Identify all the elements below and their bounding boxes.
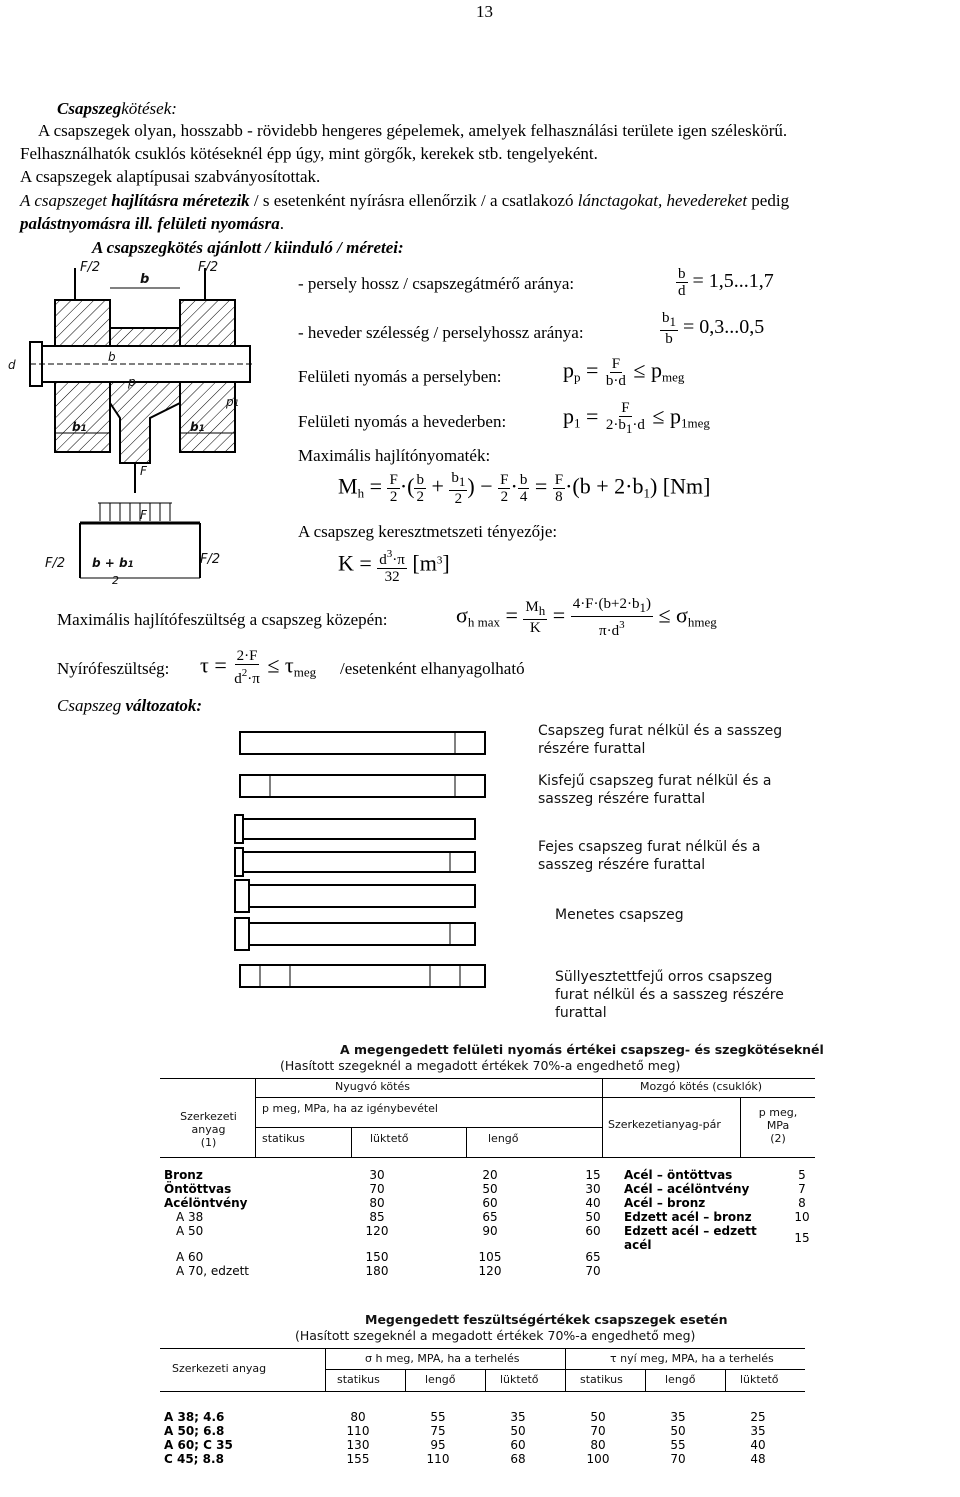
t2-cell: 35 <box>670 1410 686 1424</box>
lbl-b1-left: b1 <box>72 420 87 434</box>
t2-statikus-1: statikus <box>337 1373 380 1386</box>
table2-rows <box>160 1410 798 1466</box>
t1-cell: 85 <box>369 1210 385 1224</box>
t2-sigma-hdr: σ h meg, MPA, ha a terhelés <box>365 1352 520 1365</box>
variant-3b-pin <box>249 923 475 945</box>
t2-cell: C 45; 8.8 <box>164 1452 224 1466</box>
t1-cell: 120 <box>365 1224 389 1238</box>
vh-b: változatok: <box>125 696 202 715</box>
t2-cell: 100 <box>586 1452 610 1466</box>
t1-cell: 60 <box>585 1224 601 1238</box>
t1-pair-cell: Acél – bronz <box>624 1196 706 1210</box>
variant-caption-4: Menetes csapszeg <box>555 907 684 923</box>
heveder-label: - heveder szélesség / perselyhossz aránya: <box>298 323 584 342</box>
variant-caption-3: Fejes csapszeg furat nélkül és a sasszeg részére furattal <box>538 839 761 873</box>
tau-formula: τ = $\frac{2\cdot F}{d^2\cdot\pi}$ ≤ $\tau_{meg}$ <box>200 648 317 687</box>
sigma-label: Maximális hajlítófeszültség a csapszeg közepén: <box>57 610 388 629</box>
t1-cell: 70 <box>369 1182 385 1196</box>
mh-formula: $M_h$ = $\frac{F}{2}$ ·( $\frac{b}{2}$ + $\frac{b1}{2}$ ) − $\frac{F}{2}$ · $\frac{b}{4}$ = $\frac{F}{8}$ $\cdot(b + 2\cdot b_1)$ [Nm] <box>338 470 711 507</box>
table-row <box>160 1264 642 1278</box>
t1-cell: Bronz <box>164 1168 203 1182</box>
intro-line-5 <box>20 213 284 234</box>
t1-pair-cell: Acél – öntöttvas <box>624 1168 733 1182</box>
tau-note: /esetenként elhanyagolható <box>340 659 525 678</box>
b-over-d: $\frac{b}{d}$ <box>678 266 686 299</box>
t2-cell: 50 <box>590 1410 606 1424</box>
section-heading <box>57 98 177 119</box>
t1-pair-cell: Edzett acél – bronz <box>624 1210 752 1224</box>
t1-material-label: Szerkezeti anyag <box>180 1110 237 1136</box>
l5b: . <box>279 214 284 233</box>
t1-cell: 65 <box>482 1210 498 1224</box>
heading-italic: kötések: <box>121 99 177 118</box>
intro-line-6: A csapszegkötés ajánlott / kiinduló / méretei: <box>92 238 404 257</box>
t2-cell: 50 <box>670 1424 686 1438</box>
table-row <box>160 1196 642 1210</box>
t1-luktet: lüktető <box>370 1132 409 1145</box>
t2-cell: 68 <box>510 1452 526 1466</box>
t1-pair-cell: Acél – acélöntvény <box>624 1182 750 1196</box>
table2-title2: (Hasított szegeknél a megadott értékek 70%-a engedhető meg) <box>295 1328 696 1343</box>
table-row <box>160 1452 798 1466</box>
t2-cell: 25 <box>750 1410 766 1424</box>
t1-lengo: lengő <box>488 1132 519 1145</box>
t2-cell: 130 <box>346 1438 370 1452</box>
t2-cell: 75 <box>430 1424 446 1438</box>
page-number: 13 <box>476 2 493 21</box>
variant-1-pin <box>240 732 485 754</box>
t2-cell: 50 <box>510 1424 526 1438</box>
t1-cell: 105 <box>478 1250 502 1264</box>
t1-pmeg2-n: (2) <box>770 1132 786 1145</box>
table1-title2: (Hasított szegeknél a megadott értékek 70%-a engedhető meg) <box>280 1058 681 1073</box>
t1-cell: Acélöntvény <box>164 1196 248 1210</box>
table-row <box>620 1168 826 1182</box>
variant-1b-pin <box>240 775 485 797</box>
t1-cell: 40 <box>585 1196 601 1210</box>
t1-pair-cell: 5 <box>798 1168 806 1182</box>
f-over-2b1d: $\frac{F}{2\cdot b1\cdot d}$ <box>605 400 645 436</box>
t2-tau-hdr: τ nyí meg, MPA, ha a terhelés <box>610 1352 774 1365</box>
t1-pair-cell: Edzett acél – edzett acél <box>624 1224 757 1252</box>
t2-cell: 95 <box>430 1438 446 1452</box>
table-row <box>160 1224 642 1238</box>
table1-rows <box>160 1168 642 1278</box>
t1-pair: Szerkezetianyag-pár <box>608 1118 721 1131</box>
t1-material <box>166 1110 251 1149</box>
b1l-main: b <box>72 420 81 434</box>
t2-cell: A 38; 4.6 <box>164 1410 225 1424</box>
variant-3b-head <box>235 918 249 950</box>
lbl-b1-right: b1 <box>190 420 205 434</box>
t2-cell: 110 <box>426 1452 450 1466</box>
t2-material: Szerkezeti anyag <box>172 1362 267 1375</box>
vh-a: Csapszeg <box>57 696 126 715</box>
t1-cell: 50 <box>482 1182 498 1196</box>
l4a: A csapszeget <box>20 191 112 210</box>
table2-title1: Megengedett feszültségértékek csapszegek esetén <box>365 1312 728 1327</box>
lbl-f-mid: F <box>140 464 147 478</box>
l5a: palástnyomásra ill. felületi nyomásra <box>20 214 280 233</box>
t2-cell: A 60; C 35 <box>164 1438 233 1452</box>
t2-cell: 55 <box>670 1438 686 1452</box>
pp-label: Felületi nyomás a perselyben: <box>298 367 502 386</box>
t2-cell: 35 <box>750 1424 766 1438</box>
t1-pair-cell: 8 <box>798 1196 806 1210</box>
table-row <box>160 1168 642 1182</box>
table-row <box>160 1210 642 1224</box>
t2-cell: 35 <box>510 1410 526 1424</box>
table-row <box>160 1182 642 1196</box>
heveder-value: = 0,3...0,5 <box>683 316 765 339</box>
t1-material-n: (1) <box>200 1136 217 1149</box>
t1-cell: 30 <box>369 1168 385 1182</box>
t2-cell: 80 <box>590 1438 606 1452</box>
variant-3-pin <box>249 885 475 907</box>
lbl-f-low: F <box>140 508 147 522</box>
t1-cell: A 60 <box>176 1250 204 1264</box>
t2-cell: 70 <box>670 1452 686 1466</box>
pin-variants-drawing <box>230 720 520 1010</box>
t1-cell: 80 <box>369 1196 385 1210</box>
lbl-f2-right: F/2 <box>198 260 219 275</box>
t1-cell: 65 <box>585 1250 601 1264</box>
lbl-p1: p1 <box>226 395 240 409</box>
t1-cell: A 50 <box>176 1224 204 1238</box>
table-row <box>620 1224 826 1252</box>
lbl-b-plus-b1: b + b1 <box>92 556 134 570</box>
lbl-b-inner: b <box>108 350 116 364</box>
table-row <box>160 1410 798 1424</box>
pin-joint-figure <box>0 258 290 603</box>
t1-statikus: statikus <box>262 1132 305 1145</box>
t1-cell: 50 <box>585 1210 601 1224</box>
t1-cell: Öntöttvas <box>164 1182 232 1196</box>
pp-formula: $p_p$ = $\frac{F}{b\cdot d}$ ≤ $p_{meg}$ <box>563 356 685 389</box>
t2-cell: 110 <box>346 1424 370 1438</box>
sigma-formula: $\sigma_{h max}$ = $\frac{Mh}{K}$ = $\frac{4\cdot F\cdot(b+2\cdot b1)}{\pi\cdot d^3}$ ≤ $\sigma_{hmeg}$ <box>456 596 717 639</box>
t2-luktet-2: lüktető <box>740 1373 779 1386</box>
l4e: pedig <box>747 191 790 210</box>
t2-cell: 155 <box>346 1452 370 1466</box>
tau-label: Nyírófeszültség: <box>57 659 170 678</box>
t1-pair-cell: 7 <box>798 1182 806 1196</box>
persely-formula <box>676 266 774 299</box>
t2-lengo-1: lengő <box>425 1373 456 1386</box>
p1-formula: $p_1$ = $\frac{F}{2\cdot b1\cdot d}$ ≤ $p_{1meg}$ <box>563 400 710 436</box>
table1-pairs <box>620 1168 826 1252</box>
table1-title1: A megengedett felületi nyomás értékei csapszeg- és szegkötéseknél <box>340 1042 824 1057</box>
distributed-load <box>98 503 172 521</box>
intro-line-3: A csapszegek alaptípusai szabványosítottak. <box>20 167 321 186</box>
f-over-bd: $\frac{F}{b\cdot d}$ <box>605 356 626 389</box>
t1-pair-cell: 10 <box>794 1210 810 1224</box>
t2-cell: 70 <box>590 1424 606 1438</box>
variants-heading <box>57 695 202 716</box>
intro-line-1: A csapszegek olyan, hosszabb - rövidebb hengeres gépelemek, amelyek felhasználási területe igen széleskörű. <box>38 121 788 140</box>
variant-3-head <box>235 880 249 912</box>
b1r-main: b <box>190 420 199 434</box>
t2-cell: 40 <box>750 1438 766 1452</box>
p1-main: p <box>226 395 234 409</box>
t1-cell: 180 <box>365 1264 389 1278</box>
t2-statikus-2: statikus <box>580 1373 623 1386</box>
variant-4-pin <box>240 965 485 987</box>
variant-2b-pin <box>243 852 475 872</box>
variant-caption-5: Süllyesztettfejű orros csapszeg furat nélkül és a sasszeg részére furattal <box>555 969 784 1021</box>
k-formula: K = $\frac{d^3\cdot\pi}{32}$ $[m^3]$ <box>338 548 450 585</box>
persely-label: - persely hossz / csapszegátmérő aránya: <box>298 274 575 293</box>
t2-luktet-1: lüktető <box>500 1373 539 1386</box>
table-row <box>620 1196 826 1210</box>
l4b: hajlításra méretezik <box>111 191 250 210</box>
t2-cell: 48 <box>750 1452 766 1466</box>
variant-2-head <box>235 815 243 843</box>
variant-caption-2: Kisfejű csapszeg furat nélkül és a sasszeg részére furattal <box>538 773 772 807</box>
table-row <box>160 1438 798 1452</box>
t2-cell: 60 <box>510 1438 526 1452</box>
mh-label: Maximális hajlítónyomaték: <box>298 446 491 465</box>
persely-value: = 1,5...1,7 <box>692 270 774 293</box>
t1-cell: 70 <box>585 1264 601 1278</box>
t1-cell: 90 <box>482 1224 498 1238</box>
t1-cell: 15 <box>585 1168 601 1182</box>
t1-pmeg2 <box>748 1106 808 1145</box>
t1-pmeg2-label: p meg, MPa <box>758 1106 798 1132</box>
t1-pmeg: p meg, MPa, ha az igénybevétel <box>262 1102 438 1115</box>
intro-line-4 <box>20 190 789 211</box>
t1-cell: A 38 <box>176 1210 204 1224</box>
t1-cell: 20 <box>482 1168 498 1182</box>
lbl-f2-bottom-right: F/2 <box>200 552 221 567</box>
t2-cell: 80 <box>350 1410 366 1424</box>
lbl-d: d <box>8 358 16 372</box>
variant-caption-1: Csapszeg furat nélkül és a sasszeg részére furattal <box>538 723 783 757</box>
table-row <box>160 1424 798 1438</box>
t2-lengo-2: lengő <box>665 1373 696 1386</box>
table-row <box>160 1238 642 1264</box>
t1-cell: 60 <box>482 1196 498 1210</box>
bpb1-main: b + b <box>92 556 128 570</box>
b1-over-b: $\frac{b1}{b}$ <box>662 310 676 347</box>
t2-cell: A 50; 6.8 <box>164 1424 225 1438</box>
unit-nm: Nm <box>670 473 704 499</box>
t2-cell: 55 <box>430 1410 446 1424</box>
unit-m3: m <box>419 550 437 576</box>
t1-cell: A 70, edzett <box>176 1264 250 1278</box>
t1-cell: 120 <box>478 1264 502 1278</box>
intro-line-2: Felhasználhatók csuklós kötéseknél épp úgy, mint görgők, kerekek stb. tengelyeként. <box>20 144 598 163</box>
heveder-formula <box>660 310 764 347</box>
table-row <box>620 1210 826 1224</box>
t1-pair-cell: 15 <box>794 1231 810 1245</box>
t1-cell: 150 <box>365 1250 389 1264</box>
t1-cell: 30 <box>585 1182 601 1196</box>
variant-2b-head <box>235 848 243 876</box>
t1-nyugvo: Nyugvó kötés <box>335 1080 410 1093</box>
lbl-f2-bottom-left: F/2 <box>45 556 66 571</box>
lbl-two: 2 <box>112 574 119 587</box>
t1-mozgo: Mozgó kötés (csuklók) <box>640 1080 763 1093</box>
lbl-b-top: b <box>140 272 150 287</box>
variant-2-pin <box>243 819 475 839</box>
lbl-p: p <box>128 375 136 389</box>
heading-bold: Csapszeg <box>57 99 122 118</box>
l4d: lánctagokat, hevedereket <box>577 191 748 210</box>
l4c: / s esetenként nyírásra ellenőrzik / a csatlakozó <box>249 191 578 210</box>
k-label: A csapszeg keresztmetszeti tényezője: <box>298 522 558 541</box>
lbl-f2-left: F/2 <box>80 260 101 275</box>
table-row <box>620 1182 826 1196</box>
p1-label: Felületi nyomás a hevederben: <box>298 412 507 431</box>
